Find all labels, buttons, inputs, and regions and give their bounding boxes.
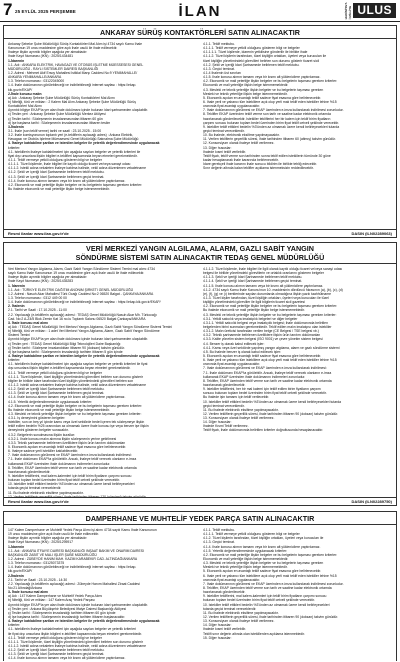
notice-column-right bbox=[203, 42, 392, 231]
notice-text-line: 4.3.1. Yetkili satıcılık veya imalatçılık belgeleri ve diğer belgeler bbox=[203, 316, 298, 321]
notice-text-line: İhalede kısmi teklif verilebilir. bbox=[203, 627, 246, 632]
notice-text-line: 4.1.1.2. İstekli adına vekaleten ihaleye katılma halinde, vekil adına düzenlenen vekaletname bbox=[8, 643, 146, 648]
notice-text-line: 4.1.4 İhalenin üst sınırları bbox=[203, 70, 242, 75]
notice-text-line: 8. Teklifler, EKAP üzerinden teklif verme son tarih ve saatine kadar elektronik ortamda bbox=[203, 378, 332, 383]
notice-column-right bbox=[203, 267, 392, 498]
notice-text-line: Teklif fiyatı, ihale dokümanında belirtilen kriterler doğrultusunda hesaplanacaktır. bbox=[203, 428, 324, 433]
notice-text-line: 10. İstekliler teklif ettikleri bedelin %3'ünden az olmamak üzere kendi belirleyecekleri bbox=[203, 602, 330, 607]
notice-text-line: No:21 Altındağ/Ankara bbox=[8, 585, 42, 590]
notice-text-line: 1.3. Telefon numarası : 03125073375 bbox=[8, 561, 65, 566]
notice-text-line: bulunan toplam bedel üzerinden birim fiyat teklif cetveli şeklinde verecektir. bbox=[203, 598, 315, 603]
notice-text-line: 5. Ekonomik açıdan en avantajlı teklif sadece fiyat esasına göre belirlenecektir. bbox=[203, 569, 322, 574]
notice-text-line: c) Teslim yeri : Ankara Büyükşehir Belediyesi İtfaiye Dairesi Başkanlığı Atölyesi bbox=[8, 606, 127, 611]
notice-text-line: 4.1.1. Teklif vermeye yetkili olduğunu gösteren bilgi ve belgeler bbox=[8, 370, 102, 375]
notice-text-line: 5. Ekonomik açıdan en avantajlı teklif sadece fiyat esasına göre belirlenecektir. bbox=[203, 95, 322, 100]
notice-text-line: 4.3.2.1. İhale konusu malın alımına ilişkin sözleşmenin yerine getirilmesi bbox=[8, 436, 117, 441]
notice-text-line: belgelerden birini sunmaları gerekmektedir. Teklif edilen malın imalatçısı olan istekliler bbox=[203, 324, 332, 329]
notice-text-line: 1.2. Adresi : Nasuh Akar Mahallesi Türk Ocağı Caddesi No:2 06520 Balgat - ÇANKAYA/ANKARA bbox=[8, 291, 154, 296]
notice-text-line: 1.4. İhale dokümanının görülebileceği ve indirilebileceği internet sayfası : https://ekap. bbox=[8, 565, 137, 570]
notice-text-line: 3. İhale konusu mal alımı bbox=[8, 320, 48, 325]
notice-text-line: 4.1.2. Şekli ve içeriği İdari Şartnamede belirlenen teklif mektubu. bbox=[8, 648, 105, 653]
notice-text-line: İhalede Kısmi Teklif verilemez. bbox=[203, 424, 249, 429]
notice-text-line: 2.2. Yapılacağı (e-tekliflerin açılacağı) adresi : TEDAŞ Genel Müdürlüğü Nasuh Akar Mh. Türkocağı bbox=[8, 312, 157, 317]
notice-text-line: 4. İhaleye katılabilme şartları ve istenilen belgeler ile yeterlik değerlendirmesinde uygulanacak bbox=[8, 353, 160, 358]
notice-text-line: 10. Bu ihalede, elektronik eksiltme yapılmayacaktır. bbox=[203, 133, 280, 138]
notice-text-line: kik.gov.tr/EKAP/ bbox=[8, 569, 33, 574]
notice-text-line: BAŞKANLIĞI ZABIT VE MALİ İŞLER ŞUBE MÜDÜRLÜĞÜ bbox=[8, 552, 97, 557]
notice-text-line: oranında fiyat avantajı uygulanacaktır. bbox=[203, 577, 261, 582]
notice-text-line: 1.4. İhale dokümanının görülebileceği ve indirilebileceği internet sayfası : https://ekap. bbox=[8, 83, 137, 88]
notice-text-line: 10. İstekliler teklif ettikleri bedelin %3'ünden az olmamak üzere kendi belirleyecekleri bbox=[8, 482, 135, 487]
notice-text-line: Sistemi Temini bbox=[8, 333, 30, 338]
notice-text-line: 4.1.3. Şekli ve içeriği İdari Şartnamede belirlenen geçici teminat. bbox=[8, 652, 105, 657]
notice-text-line: 4.1.2. Şekli ve içeriği İdari Şartnamede belirlenen teklif mektubu. bbox=[8, 387, 105, 392]
notice-text-line: MÜDÜRLÜĞÜ - RAYLI SİSTEMLER DAİRESİ BAŞKANLIĞI bbox=[8, 66, 99, 71]
notice-text-line: 4.1.1. Teklif vermeye yetkili olduğunu gösteren bilgi ve belgeler bbox=[8, 635, 102, 640]
notice-text-line: kriterler: bbox=[8, 145, 21, 150]
notice-text-line: 14. Diğer hususlar: bbox=[203, 623, 232, 628]
notice-text-line: 1.3. Telefon numarası : 0312 449 00 00 bbox=[8, 295, 67, 300]
notice-text-line: İdare gerekçeli ihale kararını ihale sonucu bildirim ile birlikte tebliğ edecektir. bbox=[203, 162, 318, 167]
notice-text-line: 4.1.1.5. İhale konusu alımın tamamı veya bir kısmı alt yüklenicilere yaptırılamaz. bbox=[203, 283, 324, 288]
notice-text-line: dışı unsurlara ilişkin bilgileri e-teklifleri kapsamında beyan etmeleri gerekmektedir. bbox=[8, 366, 131, 371]
notice-text-line: 4.2. Ekonomik ve mali yeterliğe ilişkin belgeler ve bu belgelerin taşıması gereken kriterler: bbox=[8, 182, 143, 187]
notice-text-line: 4.1.1.2. Tüzel kişilerin tarafından, tüzel kişiliğin ortakları, üyeleri veya kurucuları ile bbox=[203, 54, 327, 59]
footer-source: Resmi ilanlar www.ilan.gov.tr'de bbox=[8, 499, 69, 504]
ulus-logo bbox=[344, 3, 396, 18]
notice-text-line: tüzel kişiliğin yönetimindeki görevlileri belirten son durumu gösterir ticaret sicil bbox=[203, 58, 320, 63]
notice-text-line: 11. Bu ihalede elektronik eksiltme yapılmayacaktır. bbox=[203, 407, 279, 412]
notice-text-line: Teklifi sınır değerin altında olan isteklilerden açıklama istenmektedir. bbox=[203, 631, 305, 636]
notice-text-line: 9. İstekliler tekliflerini, her bir mal kalemi için teklif edilen birim fiyatların çarpımı bbox=[203, 387, 322, 392]
notice-text-line: 2-İhalenin bbox=[8, 573, 24, 578]
notice-text-line: 2.1. Tarihi ve Saati : 17.10.2025 - 11:00 bbox=[8, 308, 67, 313]
footer-code: DASIN (ILN02289063) bbox=[351, 231, 392, 236]
notice-text-line: 6. İhale yerli ve yabancı tüm isteklilere açık olup yerli malı teklif eden istekliler lehine %15 bbox=[203, 573, 337, 578]
notice-text-line: 4.1.1.1. Teklif vermeye yetkili olduğunu gösteren bilgi ve belgeler bbox=[203, 46, 300, 51]
notice-text-line: 4.3.3. Kalite yönetim sistem belgesi (ISO 9001) ve çevre yönetim sistem belgesi bbox=[203, 337, 323, 342]
notice-text-line: İhalede kısmi teklif verilebilir. bbox=[203, 149, 246, 154]
notice-text-line: 9. İstekliler tekliflerini, mal kalem-kalemleri için teklif birim fiyatların çarpımı sonucu bbox=[203, 594, 327, 599]
notice-text-line: 4.1.3. Şekli ve içeriği İdari Şartnamede belirlenen geçici teminat. bbox=[8, 391, 105, 396]
notice-text-line: 4.1. İsteklilerin ihaleye katılabilmeleri için aşağıda sayılan belgeler ve yeterlik kriterleri ile bbox=[8, 149, 141, 154]
notice-text-line: oranında fiyat avantajı uygulanacaktır. bbox=[203, 362, 261, 367]
notice-text-line: 1.1. Adı : TÜRKİYE ELEKTRİK DAĞITIM ANONİM ŞİRKETİ GENEL MÜDÜRLÜĞÜ bbox=[8, 287, 134, 292]
notice-text-line: 4.4.1. Kamu veya özel sektörde yapılmış yangın algılama, alarm ve gazlı söndürme sistemi bbox=[203, 345, 340, 350]
notice-text-line: kriterler: bbox=[8, 358, 21, 363]
notice-text-line: 4.1.3. Geçici teminat. bbox=[203, 66, 235, 71]
notice-text-line: hazırlanarak gönderilecektir. İstekliler tekliflerini her bir kalem için teklif birim fiyatların bbox=[203, 116, 331, 121]
notice-text-line: Ekonomik ve mali yeterliğe ilişkin belge istenmemektedir. bbox=[203, 556, 289, 561]
notice-text-line: ile fiyat dışı unsurlara ilişkin bilgileri e-teklifleri kapsamında beyan etmeleri gerekmektedir. bbox=[8, 631, 142, 636]
notice-text-line: ç) Teslim tarihi : Sözleşmenin imzalandığı tarihten itibaren 60 gün içinde bbox=[8, 610, 116, 615]
notice-text-line: 4.1.1.3. Şekli ve içeriği İdari Şartnamede belirlenen teklif mektubu. bbox=[203, 275, 303, 280]
notice-text-line: 12. Verilen tekliflerin geçerlilik süresi, ihale tarihinden itibaren 90 (doksan) takvim günüdür. bbox=[203, 411, 339, 416]
notice-text-line: 6. İhaleye sadece yerli istekliler katılabilecektir. bbox=[8, 449, 79, 454]
notice-text-line: 4.2. Ekonomik ve mali yeterliğe ilişkin belgeler ve bu belgelerin taşıması gereken kriterler: bbox=[203, 79, 338, 84]
notice-text-line: Ayrıntılı bilgiye EKAP'ta yer alan ihale dokümanı içinde bulunan idari şartnameden ulaşılabilir. bbox=[8, 602, 149, 607]
notice-text-line: 4.3.1. İş deneyimini gösteren belgeler: bbox=[8, 416, 66, 421]
notice-footer bbox=[4, 229, 396, 237]
notice-text-line: geçici teminat vereceklerdir. bbox=[203, 403, 245, 408]
notice-text-line: Bu ihalede ekonomik ve mali yeterliğe ilişkin belge istenmemektedir. bbox=[8, 407, 110, 412]
notice-text-line: Ayrıntılı bilgiye EKAP'ta yer alan ihale dokümanı içinde bulunan idari şartnameden ulaşılabilir. bbox=[8, 108, 149, 113]
notice-title bbox=[4, 243, 396, 264]
notice-text-line: c) Teslim yeri : TEDAŞ Genel Müdürlüğü Bilgi Teknolojileri Daire Başkanlığı bbox=[8, 341, 121, 346]
notice-text-line: hazırlanarak gönderilecektir. bbox=[203, 590, 246, 595]
notice-text-line: 4.2. Ekonomik ve mali yeterliğe ilişkin belgeler ve bu belgelerin taşıması gereken kriterler: bbox=[8, 403, 143, 408]
notice-text-line: ç) Teslim tarihi : Sözleşme imzalandıktan itibaren 90 (doksan) takvim günüdür. bbox=[8, 345, 125, 350]
notice-text-line: 4.2. Ekonomik ve mali yeterliğe ilişkin belgeler ve bu belgelerin taşıması gereken kriterler: bbox=[203, 552, 338, 557]
notice-text-line: 4.3.2. Belgelerin sunulmasına ilişkin kurallar: bbox=[8, 432, 75, 437]
notice-text-line: 4.1.4. İhale konusu alımın tamamı veya bir kısmı alt yüklenicilere yaptırılamaz. bbox=[8, 656, 126, 661]
notice-text-line: 8. Teklifler EKAP üzerinden teklif verme son tarih ve saatine kadar elektronik ortamda bbox=[203, 112, 331, 117]
notice-text-line: 1.2. Adresi : ZÜBEYDE HANIM MAH. KAZIM KARABEKİR CAD. ALTINDAĞ/ANKARA bbox=[8, 556, 138, 561]
notice-text-line: 1-İdarenin bbox=[8, 544, 25, 549]
notice-text-line: c) Teslim yeri : Ankaray Şebeke Şube Müdürlüğü Merkez Atölyesi bbox=[8, 112, 106, 117]
notice-text-line: Bu ihalede ekonomik ve mali yeterliğe ilişkin belge istenmemektedir. bbox=[203, 308, 305, 313]
notice-text-line: 4.1.1.1. Tüzel kişilerde, tüzel kişiliğin yönetimindeki görevlileri belirten son durumu gösterir bbox=[8, 374, 144, 379]
notice-text-line: 7.1. İhale dokümanı EKAP'ta görülebilir. Ancak, ihaleye teklif verecek olanların e-imza bbox=[8, 457, 137, 462]
notice-text-line: (e), (f), (g) ve (ı) bentlerinde sayılan durumlarda olmadığına ilişkin yazılı taahhütname bbox=[203, 291, 331, 296]
notice-text-line: d) İşe başlama tarihi : Sözleşmenin imzalandığı tarihten itibaren 5 gün içinde bbox=[8, 349, 123, 354]
notice-text-line: bilgiler ile birlikte idare tarafından tüzel kişiliğin yönetimindeki görevlileri belirten son bbox=[8, 378, 134, 383]
notice-text-line: 4.1.1.1. Teklif vermeye yetkili olduğunu gösteren bilgi ve belgeler bbox=[203, 532, 300, 537]
notice-text-line: 7.1. İhale dokümanı EKAP'ta görülebilir. Ancak, ihaleye teklif verecek olanların e-imza bbox=[203, 370, 332, 375]
notice-text-line: 4.1.3. Geçici teminat. bbox=[203, 540, 235, 545]
notice-text-line: 4.1.4. İhale konusu alımın tamamı veya bir kısmı alt yüklenicilere yaptırılamaz. bbox=[8, 178, 126, 183]
notice-text-line: 11. Bu ihalede elektronik eksiltme yapılmayacaktır. bbox=[203, 610, 279, 615]
notice-text-line: 7. İhale dokümanının görülmesi ve EKAP üzerinden e-imza kullanılarak indirilmesi: bbox=[203, 366, 327, 371]
notice-text-line: bulunan toplam bedel üzerinden birim fiyat teklif cetveli şeklinde verecektir. bbox=[8, 478, 120, 483]
notice-body bbox=[4, 264, 396, 498]
notice-text-line: 3- İhale konusu mal alımı bbox=[8, 590, 49, 595]
notice-text-line: Kontaktörleri Mal Alımı bbox=[8, 104, 42, 109]
notice-text-line: 2.2. Yapılacağı (e-tekliflerin açılacağı) adresi : Zübeyde Hanım Mahallesi Ziraat Caddesi bbox=[8, 581, 140, 586]
publication-date: 25 EYLÜL 2025 PERŞEMBE bbox=[15, 9, 76, 14]
notice-text-line: hazırlanarak gönderilecektir. bbox=[203, 382, 246, 387]
notice-text-line: 8. Teklifler, EKAP üzerinden teklif verme son tarih ve saatine kadar elektronik ortamda bbox=[8, 465, 137, 470]
notice-text-line: 4.1.2. Tüzel kişilerin tarafından, tüzel kişiliğin ortakları, üyeleri veya kurucuları ile bbox=[203, 536, 324, 541]
notice-text-line: 1-İdarenin bbox=[8, 58, 25, 63]
footer-source: Resmi ilanlar www.ilan.gov.tr'de bbox=[8, 231, 69, 236]
notice-text-line: 13. Konsorsiyum olarak ihaleye teklif verilemez. bbox=[203, 416, 275, 421]
notice-text-line: d) İşe başlama tarihi : Sözleşmenin imzalandığı tarihten itibaren başlanacaktır. bbox=[8, 614, 126, 619]
notice-text-line: 147 Kalem Damperhane ve Muhtelif Yedek Parça Alımı işi alımı 4734 sayılı Kamu İhale Kanununun bbox=[8, 528, 157, 532]
notice-text-line: deneyimini gösteren belgeler sunacaktır. bbox=[8, 428, 69, 433]
notice-text-line: 4.3.3. Teknik şartnamede belirlenen özelliklere ilişkin ürün tanıtım dokümanları bbox=[8, 440, 126, 445]
notice-text-line: İhale Kayıt Numarası (İKN) : 2025/1435283 bbox=[8, 279, 74, 284]
notice-text-line: 1.1. Adı : ANKARA ELEKTRİK, HAVAGAZI VE OTOBÜS İŞLETME MÜESSESESİ GENEL bbox=[8, 62, 144, 67]
notice-text-line: teklif edilen bedelin %25 oranından az olmamak üzere ihale konusu işe veya benzer işe ilişkin bbox=[8, 424, 149, 429]
notice-title: DAMPERHANE VE MUHTELİF YEDEK PARÇA SATIN ALINACAKTIR bbox=[4, 512, 396, 525]
notice-ankaray bbox=[3, 25, 397, 238]
notice-text-line: 4.2. Ekonomik ve mali yeterliğe ilişkin belgeler ve bu belgelerin taşıması gereken kriterler: bbox=[203, 304, 338, 309]
notice-text-line: ç) Teslim tarihi : Sözleşmenin imzalanmasından itibaren 60 gün bbox=[8, 116, 103, 121]
logo-text: ULUS bbox=[353, 3, 396, 18]
notice-text-line: 4.1.5. Yeterlik değerlendirmesinde uygulanacak kriterler: bbox=[8, 399, 93, 404]
notice-text-line: 8. Teklifler, EKAP üzerinden teklif verme son tarih ve saatine kadar elektronik ortamda bbox=[203, 585, 332, 590]
notice-column-left bbox=[8, 42, 197, 231]
notice-text-line: İhaleye ilişkin ayrıntılı bilgiler aşağıda yer almaktadır: bbox=[8, 275, 88, 280]
notice-text-line: 4.1. İsteklilerin ihaleye katılabilmeleri için aşağıda sayılan belgeler ve yeterlik kriterleri bbox=[8, 627, 136, 632]
notice-text-line: Havagazı ve Otobüs İşletme Müessesesi Genel Müdürlüğü Satınalma Şube Müdürlüğü bbox=[8, 137, 139, 142]
notice-title: ANKARAY SÜRÜŞ KONTAKTÖRLERİ SATIN ALINACAKTIR bbox=[4, 26, 396, 39]
notice-text-line: 4.1.1.2. İstekli adına vekaleten ihaleye katılma halinde, vekil adına düzenlenen vekaletname bbox=[8, 166, 146, 171]
notice-damperhane bbox=[3, 511, 397, 661]
notice-text-line: b) Niteliği, türü ve miktarı : 147 Kalem Araç Yedek Parçası bbox=[8, 598, 95, 603]
section-title: İLAN bbox=[178, 3, 222, 20]
notice-text-line: 4.3. Mesleki ve teknik yeterliğe ilişkin belgeler ve bu belgelerin taşıması gereken kriterler: bbox=[203, 312, 337, 317]
footer-code: DASIN (ILN02289750) bbox=[351, 499, 392, 504]
notice-text-line: kişiliğin yönetimindeki görevliler ile ilgili bilgilerin ticaret sicil gazetesi bbox=[203, 300, 305, 305]
notice-text-line: Mesleki ve teknik yeterliğe ilişkin belge istenmemektedir. bbox=[203, 91, 288, 96]
notice-text-line: Ekonomik ve mali yeterliğe ilişkin belge istenmemektedir. bbox=[203, 83, 289, 88]
notice-text-line: 4.1.1. Teklif vermeye yetkili olduğunu gösteren bilgi ve belgeler bbox=[8, 157, 102, 162]
notice-text-line: tutarda geçici teminat vereceklerdir. bbox=[8, 486, 62, 491]
notice-text-line: 19 uncu maddesine göre açık ihale usulü ile ihale edilecektir. bbox=[8, 532, 100, 537]
notice-text-line: oranında fiyat avantajı uygulanacaktır. bbox=[203, 104, 261, 109]
notice-text-line: 3.1. İhale (son teklif verme) tarihi ve saati : 23.10.2025 - 15:00 bbox=[8, 128, 102, 133]
notice-text-line: 4.1.1. Teklif mektubu. bbox=[203, 42, 235, 46]
notice-body bbox=[4, 39, 396, 231]
notice-text-line: Teklif fiyatı, teklif verme son tarihinden sonra teklif edilen isteklilerin tümünde 30 güne bbox=[203, 153, 331, 158]
notice-text-line: 7. İhale dokümanının görülmesi ve EKAP üzerinden e-imza kullanılarak indirilmesi zorunludur. bbox=[203, 108, 344, 113]
notice-text-line: 2. İhalenin bbox=[8, 304, 25, 309]
page-number: 7 bbox=[3, 0, 13, 19]
notice-text-line: 9. İstekliler teklif ettikleri bedelin %3'ünden az olmamak üzere kendi belirleyecekleri tutarda bbox=[203, 124, 340, 129]
notice-text-line: 4.3. Mesleki ve teknik yeterliğe ilişkin belgeler ve bu belgelerin taşıması gereken kriterler: bbox=[8, 411, 142, 416]
notice-text-line: İstekliler, son on beş yıl içinde kamu veya özel sektörde bedel içeren tek sözleşmeye ilişkin bbox=[8, 420, 145, 425]
notice-text-line: 13. Diğer hususlar: bbox=[203, 145, 232, 150]
notice-text-line: d) İşe başlama tarihi : Sözleşmenin imzalanmasından itibaren teslim bbox=[8, 120, 111, 125]
notice-text-line: 5. Ekonomik açıdan en avantajlı teklif sadece fiyat esasına göre belirlenecektir. bbox=[8, 445, 127, 450]
notice-text-line: 4.1. İsteklilerin ihaleye katılabilmeleri için aşağıda sayılan belgeler ve yeterlik kriterleri ile fiyat bbox=[8, 362, 148, 367]
notice-text-line: a) Adı : 147 Kalem Damperhane ve Muhtelif Yedek Parça Alımı bbox=[8, 594, 103, 599]
notice-text-line: ANKARA YENİMAHALLE/ANKARA bbox=[8, 75, 62, 80]
notice-text-line: a) Adı : TEDAŞ Genel Müdürlüğü Veri Merkezi Yangın Algılama, Gazlı Sabit Yangın Söndürme Sistemi Temini bbox=[8, 324, 172, 329]
notice-text-line: 11. Bu ihalede elektronik eksiltme yapılmayacaktır. bbox=[8, 490, 84, 495]
notice-text-line: kullanarak EKAP üzerinden ihale dokümanını indirmeleri zorunludur. bbox=[203, 374, 306, 379]
notice-text-line: 4.1.1. Teklif mektubu. bbox=[203, 528, 235, 532]
notice-text-line: 4.1.4. İhale konusu alımın tamamı veya bir kısmı alt yüklenicilere yaptırılamaz. bbox=[8, 395, 126, 400]
notice-text-line: 4.1.3. Tüzel kişiler tarafından, tüzel kişiliğin ortakları, üyeleri veya kurucuları ile tüzel bbox=[203, 295, 329, 300]
notice-column-left bbox=[8, 267, 197, 498]
notice-text-line: 7. İhale dokümanının görülmesi ve EKAP üzerinden e-imza kullanılarak indirilmesi: bbox=[8, 453, 132, 458]
notice-text-line: Bu ihalede ekonomik ve mali yeterliğe ilişkin belge istenmemektedir. bbox=[8, 186, 110, 191]
notice-text-line: 4.4. Benzer iş olarak kabul edilecek işler: bbox=[203, 341, 265, 346]
notice-text-line: 4.1.1.4. Şekli ve içeriği İdari Şartnamede belirlenen geçici teminat. bbox=[203, 279, 303, 284]
notice-text-line: Sınır değerin altında kalan teklifler açıklama istenmeksizin reddedilecektir. bbox=[203, 166, 314, 171]
notice-text-line: Veri Merkezi Yangın Algılama, Alarm, Gazlı Sabit Yangın Söndürme Sistemi Temini mal alımı 4734 bbox=[8, 267, 155, 271]
logo-subtitle: HAKİMİYET-İ MİLLİYE bbox=[344, 1, 353, 20]
notice-text-line: kadar hesaplanarak ihale kararında belirlenecektir. bbox=[203, 157, 279, 162]
notice-text-line: 4.1.5. İhale konusu alımın tamamı veya bir kısmı alt yüklenicilere yaptırılamaz. bbox=[203, 75, 321, 80]
notice-text-line: 4.3.2. Teknik şartnamede belirlenen özelliklere ilişkin ürün tanıtım dokümanları bbox=[203, 333, 321, 338]
notice-text-line: b) Niteliği, türü ve miktarı : 2 Kalem Mal Alım Ankaray Şebeke Şube Müdürlüğü Sürüş bbox=[8, 99, 136, 104]
notice-text-line: 4. İhaleye katılabilme şartları ve istenilen belgeler ile yeterlik değerlendirmesinde uygulanacak bbox=[8, 619, 160, 624]
notice-text-line: 4.1.5. Yeterlik değerlendirmesinde uygulanacak kriterler: bbox=[203, 548, 288, 553]
notice-text-line: b) Niteliği, türü ve miktarı : 1 adet Veri Merkezi Yangın Algılama, Alarm, Gazlı Sabit Yangın Söndürme bbox=[8, 329, 160, 334]
notice-text-line: 1.2. Adresi : Mehmet Akif Ersoy Mahallesi İstiklal Marşı Caddesi No:9 YENİMAHALLE/ bbox=[8, 70, 138, 75]
notice-text-line: Ayrıntılı bilgiye EKAP'ta yer alan ihale dokümanı içinde bulunan idari şartnameden ulaşılabilir. bbox=[8, 337, 149, 342]
notice-text-line: 14. Diğer hususlar: bbox=[203, 420, 232, 425]
notice-text-line: İhale Kayıt Numarası (İKN) : 2025/1434481 bbox=[8, 54, 74, 59]
notice-text-line: 4.5. Bu ihalede benzer iş olarak kabul edilecek işler: bbox=[203, 349, 282, 354]
notice-text-line: belgesi ile birlikte yönetimdeki görevlilerin ve ortaklık oranlarını gösteren belgeler bbox=[203, 271, 324, 276]
notice-text-line: 9. İstekliler tekliflerini, mal kalem-kalemleri için teklif birim fiyatların çarpımı sonucu bbox=[8, 474, 132, 479]
notice-text-line: 4.1.1.1.1. Tüzel kişilerde, idarenin yetkilisine gönderilir ile birlikte ihale bbox=[203, 50, 308, 55]
notice-text-line: Bu ihalede işin tamamı için teklif verilecektir. bbox=[203, 395, 270, 400]
notice-text-line: 3-İhalenin bbox=[8, 124, 24, 129]
notice-text-line: sayılı Kamu İhale Kanununun 19 uncu maddesine göre açık ihale usulü ile ihale edilecektir. bbox=[8, 271, 145, 276]
notice-text-line: 6. İhale yerli ve yabancı tüm isteklilere açık olup yerli malı teklif eden istekliler lehine %15 bbox=[203, 99, 337, 104]
notice-text-line: 4.1.1.2. Tüzel kişilerde, ihale bilgileri ile ilgili olarak kayıtlı olduğu ticaret ve/veya sanayi odası bbox=[203, 267, 343, 271]
notice-text-line: 4. İhaleye katılabilme şartları ve istenilen belgeler ile yeterlik değerlendirmesinde uygulanacak bbox=[8, 141, 160, 146]
notice-text-line: Cad. No:2 A-Z4/5 Blok Zemin Kat 16 no.lu Toplantı Salonu 06520 Balgat Çankaya/ANKARA bbox=[8, 316, 146, 321]
notice-text-line: 4.1.1.1. Tüzel kişilerde, tüzel kişiliğin yönetimindeki görevlileri belirten son durumu gösterir bbox=[8, 639, 144, 644]
notice-text-line: Mesleki ve teknik yeterliğe ilişkin belge istenmemektedir. bbox=[203, 565, 288, 570]
notice-text-line: Ankaray Şebeke Şube Müdürlüğü Sürüş Kontaktörleri Mal Alım işi 4734 sayılı Kamu İhale bbox=[8, 42, 142, 46]
notice-text-line: kik.gov.tr/EKAP/ bbox=[8, 87, 33, 92]
notice-text-line: 4.1.1.2. İstekli adına vekaleten ihaleye katılma halinde, vekil adına düzenlenen vekaletname bbox=[8, 382, 146, 387]
notice-text-line: 4.1.2. Şekli ve içeriği İdari Şartnamede belirlenen teklif mektubu. bbox=[203, 62, 300, 67]
notice-text-line: 4.1.3. Şekli ve içeriği İdari Şartnamede belirlenen geçici teminat. bbox=[8, 174, 105, 179]
notice-column-right bbox=[203, 528, 392, 661]
notice-text-line: İhaleye ilişkin ayrıntılı bilgiler aşağıda yer almaktadır: bbox=[8, 536, 88, 541]
notice-text-line: 10. İstekliler teklif ettikleri bedelin %3'ünden az olmamak üzere kendi belirleyecekleri tutarda bbox=[203, 399, 342, 404]
notice-text-line: geçici teminat vereceklerdir. bbox=[203, 128, 245, 133]
notice-text-line: 4.3. Mesleki ve teknik yeterliğe ilişkin belgeler ve bu belgelerin taşıması gereken bbox=[203, 561, 324, 566]
notice-text-line: 4.3. Mesleki ve teknik yeterliğe ilişkin belgeler ve bu belgelerin taşıması gereken bbox=[203, 87, 324, 92]
notice-column-left bbox=[8, 528, 197, 661]
notice-text-line: 15. Diğer hususlar: bbox=[203, 635, 232, 640]
notice-title-line1: VERİ MERKEZİ YANGIN ALGILAMA, ALARM, GAZLI SABİT YANGIN bbox=[86, 244, 314, 253]
notice-text-line: 4.3.1.1. Yetkili satıcılık belgesi veya imalatçılık belgesi; ihale dokümanında belirtilen bbox=[203, 320, 328, 325]
notice-text-line: hazırlanarak gönderilecektir. bbox=[8, 469, 51, 474]
notice-text-line: 7. İhale dokümanının görülmesi ve EKAP üzerinden e-imza kullanılarak indirilmesi zorunludur. bbox=[203, 581, 344, 586]
notice-text-line: 5. Ekonomik açıdan en avantajlı teklif sadece fiyat esasına göre belirlenecektir. bbox=[203, 353, 322, 358]
notice-text-line: İhale Kayıt Numarası (İKN) : 2025/1295917 bbox=[8, 540, 74, 545]
notice-text-line: çarpımı sonucu bulunan toplam bedel üzerinden birim fiyat teklif cetveli şeklinde verecektir. bbox=[203, 120, 340, 125]
notice-text-line: tutarda geçici teminat vereceklerdir. bbox=[203, 606, 257, 611]
notice-text-line: 2-İhale konusu malın bbox=[8, 91, 42, 96]
notice-text-line: kriterler: bbox=[8, 623, 21, 628]
notice-text-line: sonucu bulunan toplam bedel üzerinden birim fiyat teklif cetveli şeklinde verecektir. bbox=[203, 391, 327, 396]
notice-text-line: 4.1.2. Şekli ve içeriği İdari Şartnamede belirlenen teklif mektubu. bbox=[8, 170, 105, 175]
notice-text-line: kullanarak EKAP üzerinden ihale dokümanını indirmeleri zorunludur. bbox=[8, 461, 111, 466]
notice-text-line: 12. Konsorsiyum olarak ihaleye teklif verilemez. bbox=[203, 141, 275, 146]
notice-text-line: 2.1. Tarihi ve Saati : 23.10.2025 - 14:30 bbox=[8, 577, 68, 582]
notice-text-line: 12. Verilen tekliflerin geçerlilik süresi, ihale tarihinden itibaren 90 (doksan) takvim günüdür. bbox=[203, 614, 339, 619]
notice-text-line: 11. Verilen tekliflerin geçerlilik süresi, ihale tarihinden itibaren 60 (altmış) takvim günüdür. bbox=[203, 137, 336, 142]
notice-text-line: Kanununun 19 uncu maddesine göre açık ihale usulü ile ihale edilecektir. bbox=[8, 46, 118, 51]
notice-text-line: a) Adı : Ankaray Şebeke Şube Müdürlüğü Sürüş Kontaktörleri Mal Alımı bbox=[8, 95, 115, 100]
page-header bbox=[0, 0, 400, 22]
notice-text-line: 4.1.4. İhale konusu alımın tamamı veya bir kısmı alt yüklenicilere yaptırılamaz. bbox=[203, 544, 321, 549]
notice-tedas bbox=[3, 242, 397, 506]
notice-text-line: 12. Verilen tekliflerin geçerlilik süresi, ihale tarihinden itibaren 120 (yüzyirmi) takvim günüdür. bbox=[8, 494, 147, 498]
notice-text-line: 4.1.2. 4734 sayılı Kamu İhale Kanunu'nun 10. maddesinin dördüncü fıkrasının (a), (b), (c), (d) bbox=[203, 287, 343, 292]
notice-text-line: 6. İhale yerli ve yabancı tüm isteklilere açık olup yerli malı teklif eden istekliler lehine %15 bbox=[203, 358, 337, 363]
notice-text-line: 3.2. İhale komisyonunun toplantı yeri (e-tekliflerin açılacağı adres) : Ankara Elektrik, bbox=[8, 133, 134, 138]
notice-title-line2: SÖNDÜRME SİSTEMİ SATIN ALINACAKTIR TEDAŞ GENEL MÜDÜRLÜĞÜ bbox=[75, 252, 325, 262]
notice-text-line: 4.3.1.2. Malın üreticisi tarafından verilen belge (CE Belgesi / TSE belgesi vb.) bbox=[203, 329, 319, 334]
notice-body bbox=[4, 525, 396, 661]
notice-text-line: 13. Konsorsiyum olarak ihaleye teklif verilemez. bbox=[203, 619, 275, 624]
notice-text-line: 1. İdarenin bbox=[8, 283, 25, 288]
notice-text-line: İhaleye ilişkin ayrıntılı bilgiler aşağıda yer almaktadır: bbox=[8, 50, 88, 55]
notice-text-line: 1.3. Telefon numarası : 03122045000 bbox=[8, 79, 65, 84]
notice-text-line: 1.1. Adı : ANKARA İTFAİYE DAİRESİ BAŞKANLIĞI İNŞAAT BAKIM VE ONARIM DAİRESİ bbox=[8, 548, 144, 553]
notice-text-line: fiyat dışı unsurlara ilişkin bilgileri e-teklifleri kapsamında beyan etmeleri gerekmektedir. bbox=[8, 153, 138, 158]
notice-text-line: 4.1.1.1. Tüzel kişilerde, ihale bilgileri ile kayıtlı olduğu ticaret ve/veya sanayi odası bbox=[8, 162, 131, 167]
notice-text-line: 1.4. İhale dokümanının görülebileceği ve indirilebileceği internet sayfası : https://ekap.kik.gov.tr/EKAP/ bbox=[8, 300, 161, 305]
